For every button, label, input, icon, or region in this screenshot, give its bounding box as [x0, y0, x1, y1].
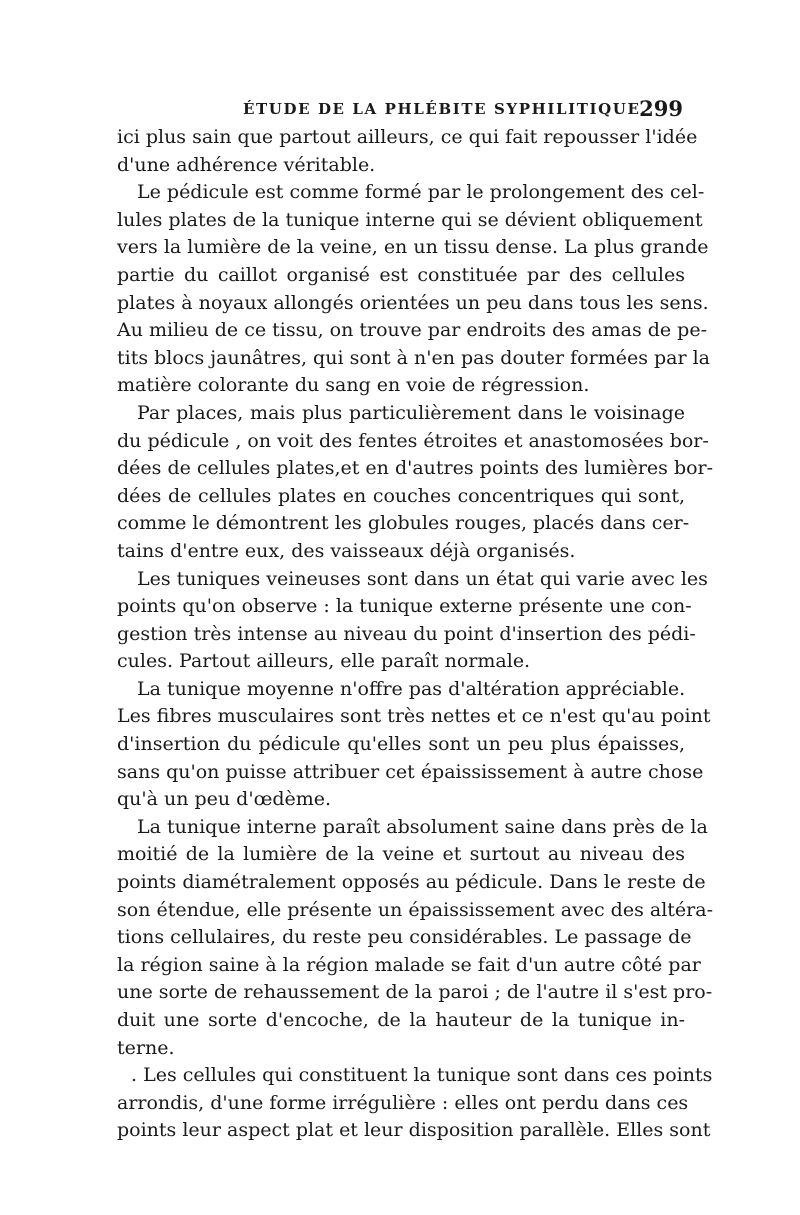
- page-number: 299: [639, 96, 683, 121]
- text-line: du pédicule , on voit des fentes étroites et anastomosées bor-: [117, 429, 709, 452]
- running-title: ÉTUDE DE LA PHLÉBITE SYPHILITIQUE.: [243, 100, 648, 118]
- text-line: dées de cellules plates,et en d'autres points des lumières bor-: [117, 457, 714, 480]
- text-line: Les tuniques veineuses sont dans un état qui varie avec les: [137, 567, 708, 590]
- text-line: La tunique interne paraît absolument saine dans près de la: [137, 815, 708, 838]
- text-line: points diamétralement opposés au pédicule. Dans le reste de: [117, 871, 706, 894]
- page-header: [117, 96, 685, 126]
- text-line: son étendue, elle présente un épaississement avec des altéra-: [117, 898, 713, 921]
- text-line: La tunique moyenne n'offre pas d'altération appréciable.: [137, 677, 686, 700]
- text-line: une sorte de rehaussement de la paroi ; de l'autre il s'est pro-: [117, 981, 713, 1004]
- text-line: Au milieu de ce tissu, on trouve par endroits des amas de pe-: [117, 319, 708, 342]
- text-line: d'une adhérence véritable.: [117, 153, 376, 176]
- text-line: vers la lumière de la veine, en un tissu dense. La plus grande: [117, 236, 709, 259]
- text-line: points qu'on observe : la tunique externe présente une con-: [117, 595, 692, 618]
- text-line: . Les cellules qui constituent la tunique sont dans ces points: [131, 1064, 713, 1087]
- text-line: partie du caillot organisé est constituée par des cellules: [117, 263, 685, 286]
- text-line: gestion très intense au niveau du point d'insertion des pédi-: [117, 622, 696, 645]
- text-line: dées de cellules plates en couches concentriques qui sont,: [117, 484, 685, 507]
- text-line: lules plates de la tunique interne qui se dévient obliquement: [117, 208, 703, 231]
- text-line: tions cellulaires, du reste peu considérables. Le passage de: [117, 926, 692, 949]
- text-line: Les fibres musculaires sont très nettes et ce n'est qu'au point: [117, 705, 711, 728]
- text-line: Le pédicule est comme formé par le prolongement des cel-: [137, 181, 705, 204]
- text-line: ici plus sain que partout ailleurs, ce qui fait repousser l'idée: [117, 126, 698, 148]
- text-line: d'insertion du pédicule qu'elles sont un peu plus épaisses,: [117, 733, 685, 756]
- text-line: duit une sorte d'encoche, de la hauteur de la tunique in-: [117, 1009, 685, 1031]
- text-line: plates à noyaux allongés orientées un peu dans tous les sens.: [117, 291, 709, 314]
- text-line: terne.: [117, 1036, 175, 1059]
- text-line: la région saine à la région malade se fait d'un autre côté par: [117, 953, 701, 976]
- text-line: tits blocs jaunâtres, qui sont à n'en pas douter formées par la: [117, 346, 711, 369]
- body-text: [117, 124, 714, 1145]
- text-line: Par places, mais plus particulièrement dans le voisinage: [137, 401, 685, 424]
- text-line: qu'à un peu d'œdème.: [117, 788, 332, 811]
- text-line: points leur aspect plat et leur disposition parallèle. Elles sont: [117, 1119, 711, 1142]
- text-line: moitié de la lumière de la veine et surtout au niveau des: [117, 843, 685, 866]
- text-line: sans qu'on puisse attribuer cet épaississement à autre chose: [117, 760, 704, 783]
- text-line: cules. Partout ailleurs, elle paraît normale.: [117, 650, 531, 673]
- text-line: matière colorante du sang en voie de régression.: [117, 374, 590, 397]
- text-line: tains d'entre eux, des vaisseaux déjà organisés.: [117, 539, 576, 562]
- text-line: arrondis, d'une forme irrégulière : elles ont perdu dans ces: [117, 1091, 689, 1114]
- text-line: comme le démontrent les globules rouges, placés dans cer-: [117, 512, 690, 535]
